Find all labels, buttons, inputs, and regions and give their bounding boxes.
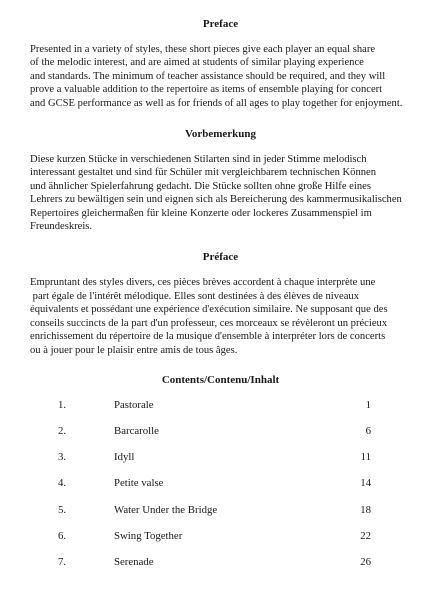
contents-item-title: Barcarolle (114, 425, 159, 438)
contents-item-title: Idyll (114, 451, 135, 464)
contents-item-number: 3. (58, 451, 67, 464)
contents-heading: Contents/Contenu/Inhalt (161, 373, 280, 386)
contents-item-title: Water Under the Bridge (114, 503, 218, 516)
contents-item (30, 530, 411, 556)
preface-fr-line: Empruntant des styles divers, ces pièces brèves accordent à chaque interprète une (30, 277, 376, 289)
contents-item-number: 2. (58, 425, 67, 438)
contents-item-title: Pastorale (114, 398, 154, 411)
contents-item-page: 11 (360, 451, 371, 464)
contents-item (30, 451, 411, 477)
contents-item (30, 425, 411, 451)
preface-fr-line: conseils succincts de la part d'un professeur, ces morceaux se révèleront un précieux (30, 317, 388, 329)
vorbemerkung-line: Repertoires gleichermaßen für kleine Konzerte oder lockeres Zusammenspiel im (30, 207, 372, 219)
contents-item-title: Swing Together (114, 529, 183, 542)
preface-fr-line: part égale de l'intérêt mélodique. Elles sont destinées à des élèves de niveaux (30, 290, 360, 302)
contents-item-page: 6 (365, 425, 371, 438)
contents-item-number: 4. (58, 477, 67, 490)
preface-fr-paragraph (30, 276, 411, 356)
contents-list (30, 399, 411, 582)
contents-item-title: Petite valse (114, 477, 164, 490)
preface-paragraph (30, 43, 411, 110)
contents-item (30, 399, 411, 425)
contents-item-number: 1. (58, 398, 67, 411)
contents-item-title: Serenade (114, 556, 154, 569)
contents-item-page: 18 (360, 503, 371, 516)
vorbemerkung-line: Lehrers zu bewältigen sein und eignen sich als Bereicherung des kammermusikalischen (30, 194, 402, 206)
preface-line: of the melodic interest, and are aimed at students of similar playing experience (30, 57, 364, 69)
contents-item (30, 477, 411, 503)
preface-heading: Preface (202, 18, 239, 30)
contents-item-number: 6. (58, 529, 67, 542)
vorbemerkung-line: und ähnlicher Spielerfahrung gedacht. Die Stücke sollten ohne große Hilfe eines (30, 180, 371, 192)
contents-item-page: 14 (360, 477, 371, 490)
preface-line: Presented in a variety of styles, these short pieces give each player an equal share (30, 44, 376, 55)
preface-fr-line: ou à jouer pour le plaisir entre amis de tous âges. (30, 344, 238, 356)
contents-item-number: 7. (58, 556, 67, 569)
preface-fr-heading: Préface (202, 251, 239, 264)
vorbemerkung-line: Freundeskreis. (30, 221, 93, 233)
preface-fr-line: enrichissement du répertoire de la musique d'ensemble à interpréter lors de concerts (30, 331, 386, 343)
contents-item (30, 504, 411, 530)
preface-fr-line: équivalents et possédant une expérience d'exécution similaire. Ne supposant que des (30, 304, 388, 316)
preface-line: and GCSE performance as well as for friends of all ages to play together for enjoyment. (30, 97, 403, 109)
vorbemerkung-paragraph (30, 153, 411, 233)
contents-item-page: 22 (360, 529, 371, 542)
preface-line: prove a valuable addition to the repertoire as items of ensemble playing for concert (30, 84, 383, 96)
vorbemerkung-heading: Vorbemerkung (184, 128, 257, 141)
contents-item-page: 1 (365, 398, 371, 411)
contents-item-page: 26 (360, 556, 371, 569)
contents-item (30, 556, 411, 582)
vorbemerkung-line: interessant gestaltet und sind für Schüler mit vergleichbarem technischen Können (30, 167, 377, 179)
preface-line: and standards. The minimum of teacher assistance should be required, and they will (30, 70, 386, 82)
contents-item-number: 5. (58, 503, 67, 516)
vorbemerkung-line: Diese kurzen Stücke in verschiedenen Stilarten sind in jeder Stimme melodisch (30, 154, 367, 166)
